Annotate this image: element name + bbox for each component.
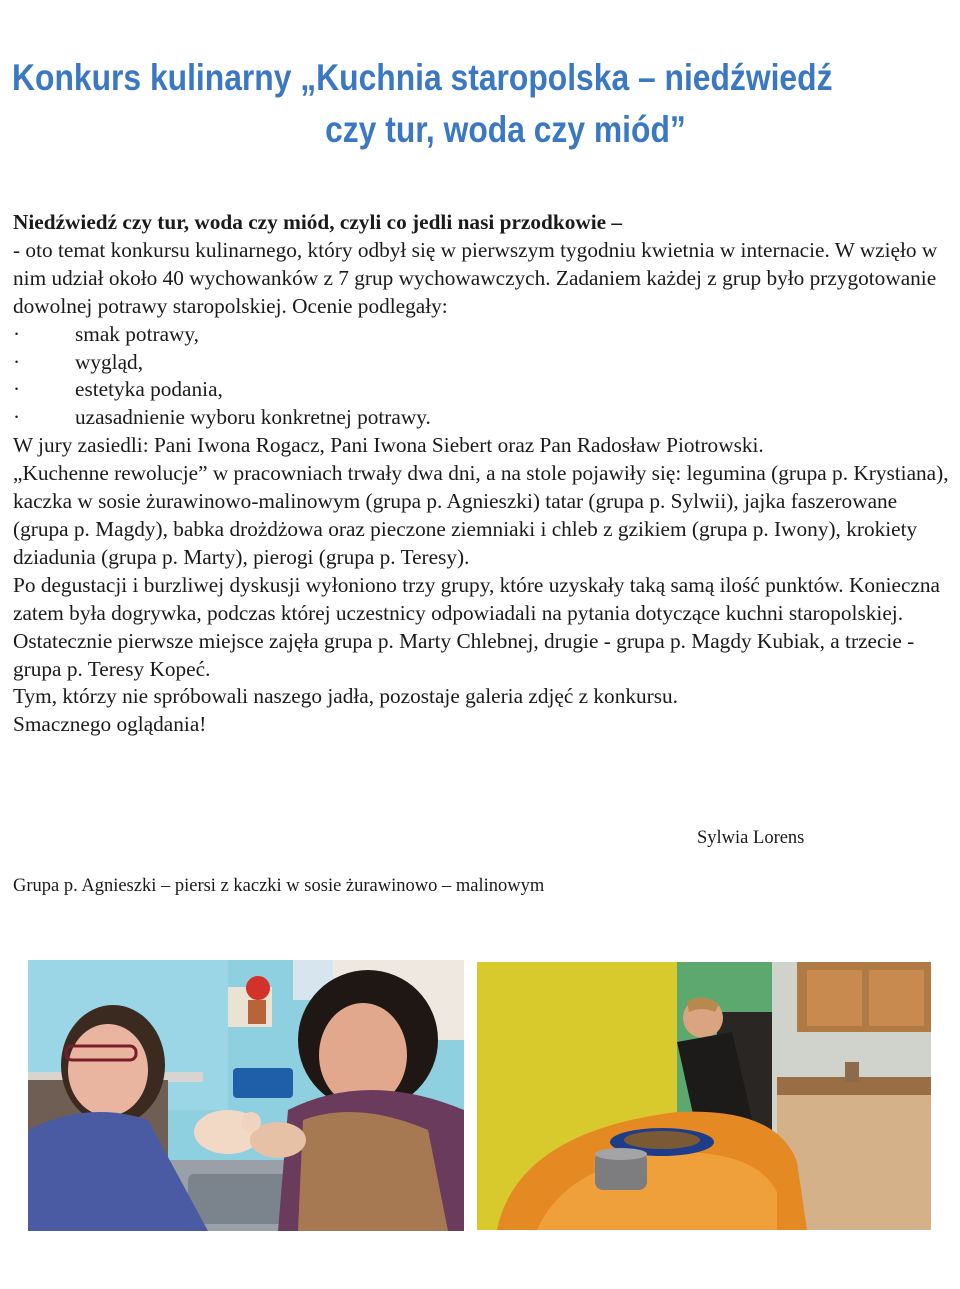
photo-kitchen-women — [28, 960, 464, 1231]
dishes-paragraph: „Kuchenne rewolucje” w pracowniach trwały dwa dni, a na stole pojawiły się: legumina (grupa p. Krystiana), kaczka w sosie żurawinowo-malinowym (grupa p. Agnieszki) tatar (grupa p. Sylwii), jajka faszerowane (grupa p. Magdy), babka drożdżowa oraz pieczone ziemniaki i chleb z gzikiem (grupa p. Iwony), krokiety dziadunia (grupa p. Marty), pierogi (grupa p. Teresy). — [13, 461, 949, 569]
article-title — [0, 52, 833, 156]
title-line-2: czy tur, woda czy miód” — [325, 109, 686, 150]
title-line-1: Konkurs kulinarny „Kuchnia staropolska – niedźwiedź — [12, 57, 833, 98]
photo-caption: Grupa p. Agnieszki – piersi z kaczki w sosie żurawinowo – malinowym — [13, 876, 545, 896]
article-intro: - oto temat konkursu kulinarnego, który odbył się w pierwszym tygodniu kwietnia w internacie. W wzięło w nim udział około 40 wychowanków z 7 grup wychowawczych. Zadaniem każdej z grup było przygotowanie dowolnej potrawy staropolskiej. Ocenie podlegały: — [13, 237, 938, 318]
article-lead: Niedźwiedź czy tur, woda czy miód, czyli co jedli nasi przodkowie – — [13, 210, 623, 234]
photo-serving-table — [477, 962, 931, 1230]
author-signature: Sylwia Lorens — [697, 828, 805, 848]
criteria-item — [13, 349, 953, 377]
criteria-item — [13, 321, 953, 349]
article-body — [13, 209, 953, 739]
criteria-item — [13, 376, 953, 404]
criteria-text: smak potrawy, — [75, 321, 200, 346]
bullet-icon: · — [13, 349, 21, 374]
tiebreak-paragraph: Po degustacji i burzliwej dyskusji wyłoniono trzy grupy, które uzyskały taką samą ilość punktów. Konieczna zatem była dogrywka, podczas której uczestnicy odpowiadali na pytania dotyczące kuchni staropolskiej. — [13, 572, 941, 625]
criteria-text: estetyka podania, — [75, 377, 223, 402]
criteria-item — [13, 404, 953, 432]
results-paragraph: Ostatecznie pierwsze miejsce zajęła grupa p. Marty Chlebnej, drugie - grupa p. Magdy Kubiak, a trzecie - grupa p. Teresy Kopeć. — [13, 628, 915, 681]
jury-paragraph: W jury zasiedli: Pani Iwona Rogacz, Pani Iwona Siebert oraz Pan Radosław Piotrowski. — [13, 433, 764, 458]
bullet-icon: · — [13, 321, 21, 346]
criteria-list — [13, 321, 953, 433]
bullet-icon: · — [13, 405, 21, 430]
bullet-icon: · — [13, 377, 21, 402]
criteria-text: uzasadnienie wyboru konkretnej potrawy. — [75, 405, 431, 430]
closing-paragraph: Smacznego oglądania! — [13, 712, 207, 737]
gallery-paragraph: Tym, którzy nie spróbowali naszego jadła, pozostaje galeria zdjęć z konkursu. — [13, 684, 678, 709]
criteria-text: wygląd, — [75, 349, 144, 374]
